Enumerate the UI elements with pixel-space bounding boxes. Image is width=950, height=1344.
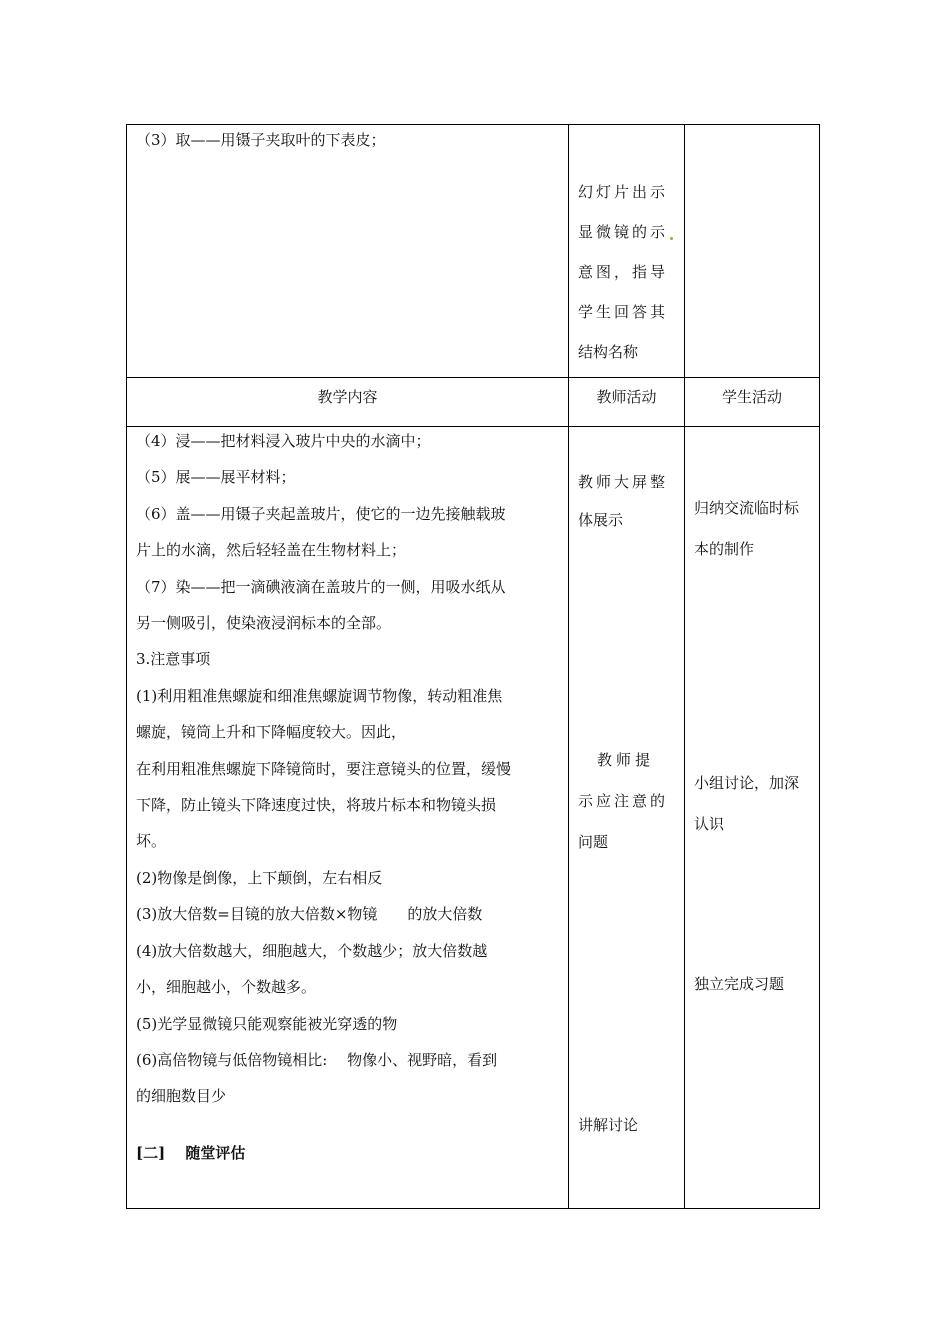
main-content-cell bbox=[136, 423, 564, 1171]
content-line: (6)高倍物镜与低倍物镜相比: 物像小、视野暗，看到 bbox=[136, 1050, 498, 1069]
content-line: 螺旋，镜筒上升和下降幅度较大。因此， bbox=[136, 723, 407, 742]
student-block-2 bbox=[694, 763, 816, 845]
teacher-line: 教师大屏整 bbox=[578, 473, 669, 491]
student-block-3 bbox=[694, 967, 816, 1001]
row-divider-header-top bbox=[126, 377, 820, 378]
teacher-line: 讲解讨论 bbox=[578, 1116, 639, 1134]
teacher-line: 示应注意的 bbox=[578, 792, 669, 810]
content-line: 的细胞数目少 bbox=[136, 1087, 227, 1106]
content-line: (4)放大倍数越大，细胞越大，个数越少；放大倍数越 bbox=[136, 941, 488, 960]
header-teacher: 教师活动 bbox=[596, 388, 657, 406]
mark-dot bbox=[670, 237, 673, 240]
content-line: （7）染——把一滴碘液滴在盖玻片的一侧，用吸水纸从 bbox=[136, 577, 506, 596]
content-line: 下降，防止镜头下降速度过快，将玻片标本和物镜头损 bbox=[136, 796, 497, 815]
content-line: 另一侧吸引，使染液浸润标本的全部。 bbox=[136, 614, 392, 633]
teacher-block-1 bbox=[578, 463, 678, 539]
teacher-line: 幻灯片出示 bbox=[578, 183, 669, 201]
content-line: （4）浸——把材料浸入玻片中央的水滴中； bbox=[136, 432, 431, 450]
content-line: (3)放大倍数=目镜的放大倍数×物镜 的放大倍数 bbox=[136, 905, 483, 924]
teacher-line: 意图，指导 bbox=[578, 263, 669, 281]
content-line: （6）盖——用镊子夹起盖玻片，使它的一边先接触载玻 bbox=[136, 504, 506, 523]
teacher-line: 显微镜的示 bbox=[578, 223, 669, 241]
teacher-block-2 bbox=[578, 740, 678, 863]
content-line: （3）取——用镊子夹取叶的下表皮； bbox=[136, 131, 386, 149]
student-line: 归纳交流临时标 bbox=[694, 499, 800, 517]
student-line: 小组讨论，加深 bbox=[694, 774, 800, 792]
content-line: 坏。 bbox=[136, 832, 167, 851]
table-border-right bbox=[819, 124, 820, 1209]
content-line: (5)光学显微镜只能观察能被光穿透的物 bbox=[136, 1014, 398, 1033]
teacher-line: 体展示 bbox=[578, 511, 624, 529]
content-line: 在利用粗准焦螺旋下降镜筒时，要注意镜头的位置，缓慢 bbox=[136, 759, 512, 778]
content-line: 3.注意事项 bbox=[136, 650, 211, 669]
teacher-line: 问题 bbox=[578, 833, 609, 851]
content-line: 小，细胞越小，个数越多。 bbox=[136, 978, 317, 997]
teacher-line: 学生回答其 bbox=[578, 303, 669, 321]
student-block-1 bbox=[694, 488, 816, 570]
top-row-content-cell bbox=[136, 123, 561, 157]
content-line: 片上的水滴，然后轻轻盖在生物材料上； bbox=[136, 541, 407, 560]
table-border-left bbox=[126, 124, 127, 1209]
student-line: 认识 bbox=[694, 815, 725, 833]
content-line: (2)物像是倒像，上下颠倒，左右相反 bbox=[136, 868, 383, 887]
content-line: （5）展——展平材料； bbox=[136, 468, 296, 487]
teacher-line: 结构名称 bbox=[578, 343, 639, 361]
table-border-bottom bbox=[126, 1208, 820, 1209]
teacher-line: 教师提 bbox=[578, 751, 655, 769]
header-student: 学生活动 bbox=[721, 388, 782, 406]
top-row-teacher-cell bbox=[578, 172, 678, 372]
student-line: 本的制作 bbox=[694, 540, 755, 558]
content-line: (1)利用粗准焦螺旋和细准焦螺旋调节物像，转动粗准焦 bbox=[136, 686, 503, 705]
header-content: 教学内容 bbox=[317, 388, 378, 406]
column-divider-1 bbox=[568, 124, 569, 1209]
student-line: 独立完成习题 bbox=[694, 975, 785, 993]
column-divider-2 bbox=[684, 124, 685, 1209]
section-heading: [二] 随堂评估 bbox=[136, 1143, 246, 1162]
teacher-block-3 bbox=[578, 1108, 678, 1142]
